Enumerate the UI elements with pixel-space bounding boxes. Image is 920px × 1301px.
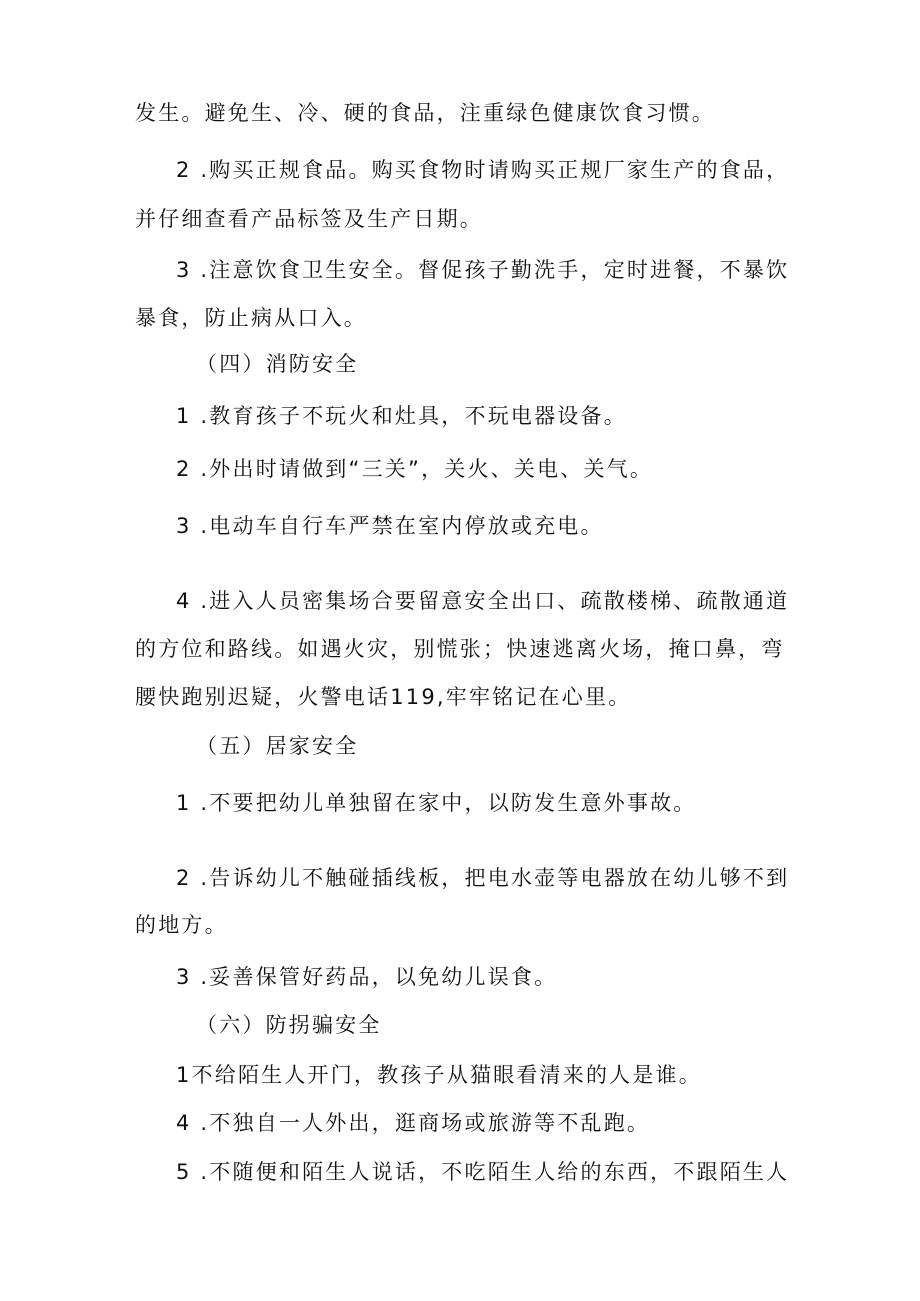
paragraph-line: 发生。避免生、冷、硬的食品，注重绿色健康饮食习惯。: [135, 101, 715, 125]
list-item-line: 2 .告诉幼儿不触碰插线板，把电水壶等电器放在幼儿够不到: [176, 866, 790, 890]
list-item-line: 4 .进入人员密集场合要留意安全出口、疏散楼梯、疏散通道: [176, 589, 790, 613]
list-item-line: 1 .不要把幼儿单独留在家中，以防发生意外事故。: [176, 791, 697, 815]
paragraph-line: 暴食，防止病从口入。: [135, 306, 367, 330]
list-item-line: 3 .电动车自行车严禁在室内停放或充电。: [176, 514, 604, 538]
list-item-line: 3 .妥善保管好药品，以免幼儿误食。: [176, 965, 558, 989]
list-item-line: 2 .购买正规食品。购买食物时请购买正规厂家生产的食品，: [176, 158, 790, 182]
section-heading: （六）防拐骗安全: [196, 1013, 382, 1037]
paragraph-line: 腰快跑别迟疑，火警电话119,牢牢铭记在心里。: [135, 685, 632, 709]
list-item-line: 2 .外出时请做到“三关”，关火、关电、关气。: [176, 457, 654, 481]
list-item-line: 3 .注意饮食卫生安全。督促孩子勤洗手，定时进餐，不暴饮: [176, 258, 790, 282]
list-item-line: 5 .不随便和陌生人说话，不吃陌生人给的东西，不跟陌生人: [176, 1160, 790, 1184]
list-item-line: 4 .不独自一人外出，逛商场或旅游等不乱跑。: [176, 1111, 651, 1135]
section-heading: （四）消防安全: [196, 352, 359, 376]
paragraph-line: 并仔细查看产品标签及生产日期。: [135, 207, 483, 231]
paragraph-line: 的地方。: [135, 913, 228, 937]
section-heading: （五）居家安全: [196, 734, 359, 758]
paragraph-line: 的方位和路线。如遇火灾，别慌张；快速逃离火场，掩口鼻，弯: [135, 637, 785, 661]
list-item-line: 1 .教育孩子不玩火和灶具，不玩电器设备。: [176, 404, 627, 428]
list-item-line: 1不给陌生人开门，教孩子从猫眼看清来的人是谁。: [176, 1063, 702, 1087]
